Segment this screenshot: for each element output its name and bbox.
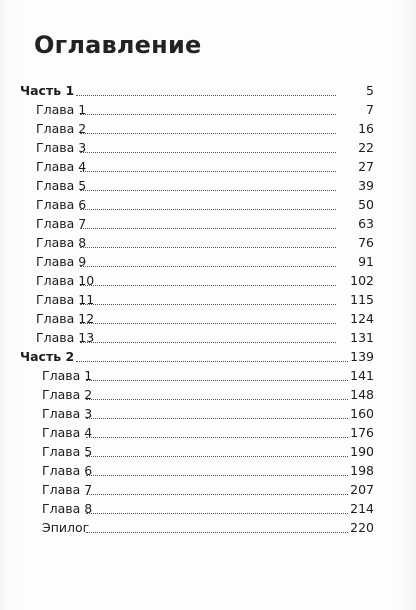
dot-leader	[80, 169, 336, 172]
dot-leader	[86, 416, 348, 419]
toc-entry-page: 124	[350, 311, 374, 326]
toc-entry-page: 190	[350, 444, 374, 459]
toc-entry-label: Глава 1	[42, 368, 93, 383]
toc-entry-page: 7	[366, 102, 374, 117]
toc-entry-page: 214	[350, 501, 374, 516]
toc-entry-chapter	[0, 442, 416, 461]
toc-entry-label: Эпилог	[42, 520, 90, 535]
toc-entry-label: Глава 5	[36, 178, 87, 193]
toc-entry-page: 27	[358, 159, 374, 174]
dot-leader	[80, 340, 336, 343]
dot-leader	[80, 207, 336, 210]
toc-entry-label: Глава 9	[36, 254, 87, 269]
toc-entry-chapter	[0, 404, 416, 423]
toc-entry-label: Часть 1	[20, 83, 75, 98]
toc-entry-chapter	[0, 461, 416, 480]
toc-entry-chapter	[0, 366, 416, 385]
dot-leader	[86, 492, 348, 495]
toc-entry-chapter	[0, 119, 416, 138]
dot-leader	[86, 511, 348, 514]
toc-entry-page: 50	[358, 197, 374, 212]
toc-entry-label: Глава 10	[36, 273, 95, 288]
toc-entry-chapter	[0, 176, 416, 195]
toc-entry-chapter	[0, 480, 416, 499]
dot-leader	[86, 530, 348, 533]
toc-entry-page: 5	[366, 83, 374, 98]
toc-entry-label: Глава 2	[42, 387, 93, 402]
toc-entry-page: 63	[358, 216, 374, 231]
toc-entry-chapter	[0, 385, 416, 404]
dot-leader	[86, 397, 348, 400]
toc-entry-chapter	[0, 100, 416, 119]
dot-leader	[80, 264, 336, 267]
toc-entry-label: Глава 5	[42, 444, 93, 459]
toc-entry-label: Глава 8	[42, 501, 93, 516]
dot-leader	[86, 378, 348, 381]
toc-entry-label: Глава 3	[42, 406, 93, 421]
toc-entry-page: 220	[350, 520, 374, 535]
toc-entry-label: Глава 3	[36, 140, 87, 155]
toc-entry-chapter	[0, 157, 416, 176]
dot-leader	[86, 435, 348, 438]
toc-entry-label: Глава 13	[36, 330, 95, 345]
dot-leader	[80, 188, 336, 191]
toc-entry-chapter	[0, 138, 416, 157]
toc-entry-label: Глава 7	[36, 216, 87, 231]
toc-entry-chapter	[0, 195, 416, 214]
toc-entry-page: 102	[350, 273, 374, 288]
dot-leader	[80, 302, 336, 305]
dot-leader	[80, 321, 336, 324]
toc-entry-chapter	[0, 252, 416, 271]
dot-leader	[80, 131, 336, 134]
toc-entry-page: 76	[358, 235, 374, 250]
toc-entry-label: Глава 2	[36, 121, 87, 136]
toc-entry-page: 207	[350, 482, 374, 497]
toc-entry-page: 22	[358, 140, 374, 155]
toc-entry-label: Глава 8	[36, 235, 87, 250]
toc-entry-page: 131	[350, 330, 374, 345]
toc-entry-chapter	[0, 423, 416, 442]
toc-entry-part-1	[0, 81, 416, 100]
toc-entry-chapter	[0, 290, 416, 309]
table-of-contents	[0, 81, 416, 537]
dot-leader	[80, 150, 336, 153]
toc-entry-chapter	[0, 328, 416, 347]
dot-leader	[80, 112, 336, 115]
toc-entry-chapter	[0, 499, 416, 518]
toc-entry-label: Глава 4	[36, 159, 87, 174]
toc-entry-page: 176	[350, 425, 374, 440]
toc-entry-page: 139	[350, 349, 374, 364]
toc-entry-page: 115	[350, 292, 374, 307]
toc-entry-chapter	[0, 233, 416, 252]
toc-entry-label: Глава 7	[42, 482, 93, 497]
dot-leader	[80, 226, 336, 229]
toc-entry-label: Глава 6	[42, 463, 93, 478]
dot-leader	[80, 245, 336, 248]
toc-entry-chapter	[0, 309, 416, 328]
toc-entry-label: Глава 4	[42, 425, 93, 440]
toc-entry-label: Часть 2	[20, 349, 75, 364]
toc-entry-label: Глава 11	[36, 292, 95, 307]
toc-entry-label: Глава 12	[36, 311, 95, 326]
dot-leader	[86, 473, 348, 476]
toc-entry-page: 16	[358, 121, 374, 136]
toc-entry-label: Глава 1	[36, 102, 87, 117]
toc-entry-label: Глава 6	[36, 197, 87, 212]
toc-entry-page: 160	[350, 406, 374, 421]
dot-leader	[76, 359, 348, 362]
toc-entry-page: 91	[358, 254, 374, 269]
toc-entry-page: 141	[350, 368, 374, 383]
toc-entry-chapter	[0, 214, 416, 233]
dot-leader	[80, 283, 336, 286]
toc-entry-epilogue	[0, 518, 416, 537]
dot-leader	[76, 93, 336, 96]
toc-entry-page: 198	[350, 463, 374, 478]
toc-entry-chapter	[0, 271, 416, 290]
page-title: Оглавление	[34, 31, 202, 59]
toc-entry-page: 39	[358, 178, 374, 193]
toc-entry-part-2	[0, 347, 416, 366]
dot-leader	[86, 454, 348, 457]
toc-entry-page: 148	[350, 387, 374, 402]
